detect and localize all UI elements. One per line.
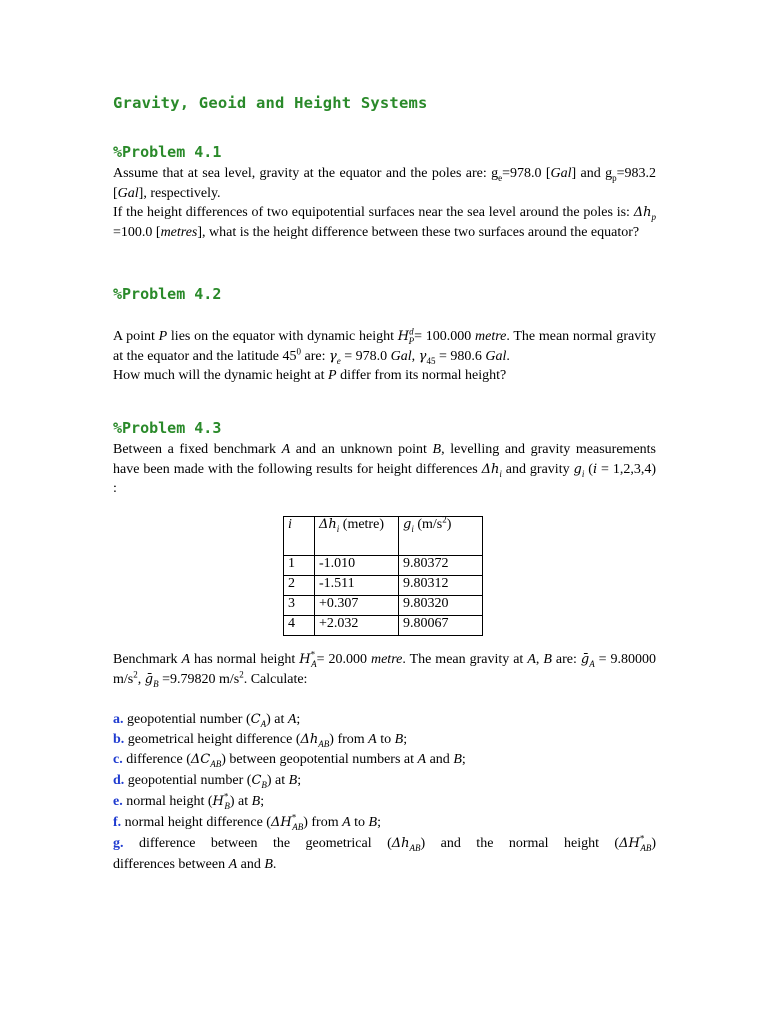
list-item-f: f. normal height difference $(\Delta H^*_{AB})$ from A to B; xyxy=(113,812,381,832)
list-item-g: g. difference between the geometrical $(\Delta h_{AB})$ and the normal height $(\Delta H^*_{AB})$ xyxy=(113,833,656,853)
list-item-a: a. geopotential number $(C_A)$ at A; xyxy=(113,712,301,729)
list-item-b: b. geometrical height difference $(\Delta h_{AB})$ from A to B; xyxy=(113,732,408,749)
list-item-d: d. geopotential number $(C_B)$ at B; xyxy=(113,773,302,790)
problem-4-3-text: Between a fixed benchmark A and an unknown point B, levelling and gravity measurements have been made with the following results for height differences $\Delta h_i$ and gravity $g_i$ (i = 1,2,3,4) : xyxy=(113,442,657,496)
problem-4-1-text: Assume that at sea level, gravity at the equator and the poles are: $g_e=978.0$ [Gal] and $g_p=983.2$ [Gal], respectively. If the height differences of two equipotential surfaces near the sea level around the poles is: $\Delta h_p =100.0$ [metres], what is the height difference between these two surfaces around the equator? xyxy=(113,166,656,240)
table-row: 1 -1.010 9.80372 xyxy=(284,556,483,576)
table-row: 2 -1.511 9.80312 xyxy=(284,576,483,596)
table-row: 3 +0.307 9.80320 xyxy=(284,596,483,616)
list-item-e: e. normal height $(H^*_B)$ at B; xyxy=(113,791,265,811)
problem-4-1-heading: %Problem 4.1 xyxy=(113,143,222,161)
table-row: 4 +2.032 9.80067 xyxy=(284,616,483,636)
problem-4-2-heading: %Problem 4.2 xyxy=(113,285,222,303)
table-header-row xyxy=(284,517,483,556)
problem-4-2-text: A point P lies on the equator with dynamic height $H^d_P= 100.000$ metre. The mean normal gravity at the equator and the latitude $45^0$ are: $\gamma_e = 978.0$ Gal, $\gamma_{45} = 980.6$ Gal. How much will the dynamic height at P differ from its normal height? xyxy=(113,326,656,383)
header-height-diff: $\Delta h_i$ (metre) xyxy=(315,517,399,556)
list-item-c: c. difference $(\Delta C_{AB})$ between geopotential numbers at A and B; xyxy=(113,752,466,769)
header-gravity: $g_i$ $(m/s^2)$ xyxy=(399,517,483,556)
list-item-g-continued: differences between A and B. xyxy=(113,857,277,872)
measurements-table xyxy=(283,516,483,636)
header-i: i xyxy=(284,517,315,556)
problem-4-3-heading: %Problem 4.3 xyxy=(113,419,222,437)
page-title: Gravity, Geoid and Height Systems xyxy=(113,94,428,112)
benchmark-text: Benchmark A has normal height $H^*_A= 20.000$ metre. The mean gravity at A, B are: ḡ$_A$ = 9.80000 $m/s^2$, ḡ$_B$ =9.79820 $m/s^2$. Calculate: xyxy=(113,649,657,689)
